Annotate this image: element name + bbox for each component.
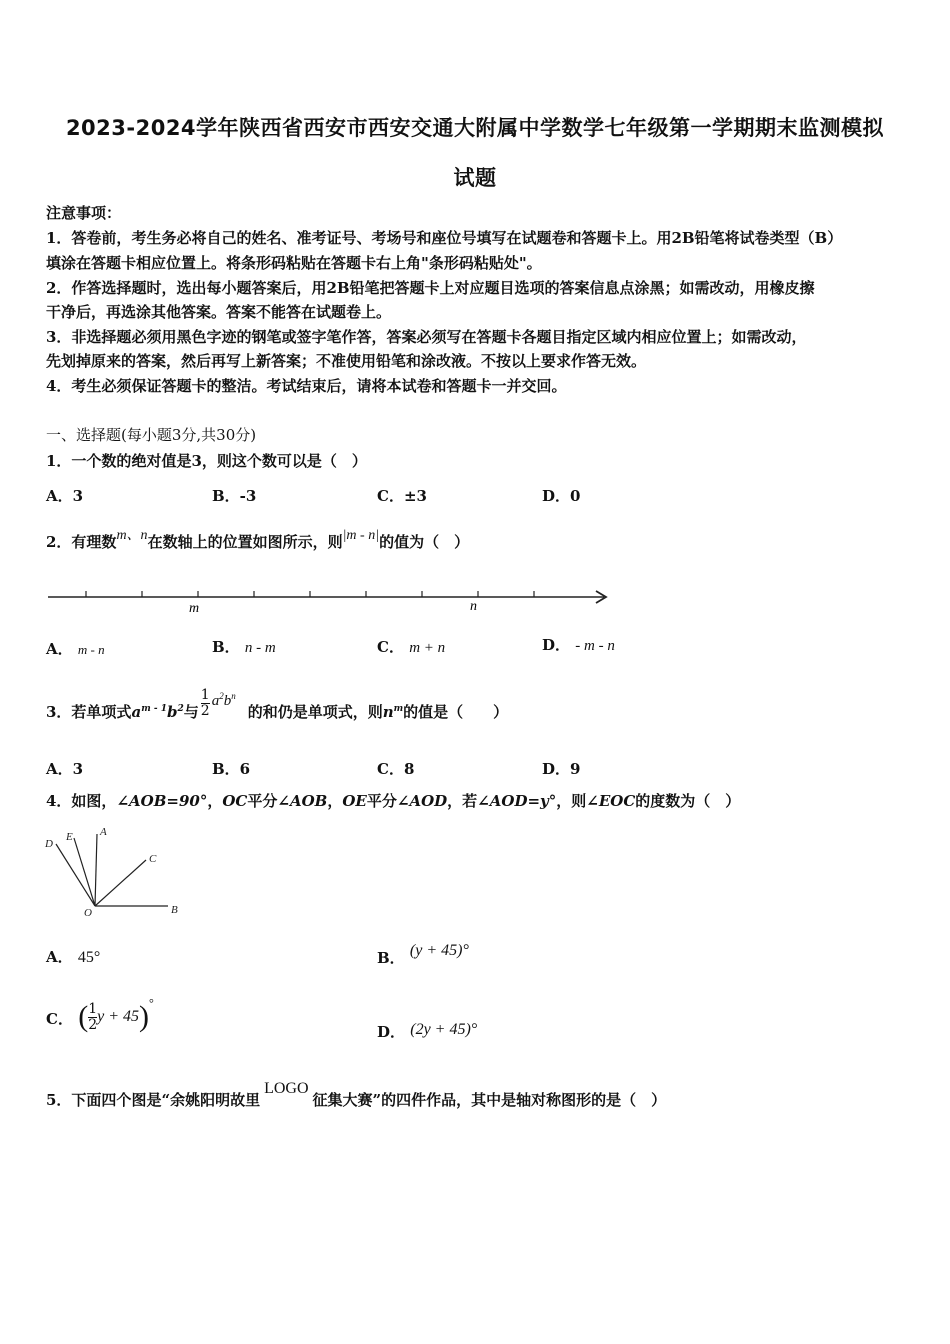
point-b-label: B [171, 904, 178, 916]
q1-option-c: C．±3 [377, 487, 427, 505]
angle-figure [42, 822, 192, 922]
q2-option-d: D． - m - n [542, 636, 615, 654]
exam-title-continued: 试题 [453, 166, 497, 190]
q2-option-a: A． m - n [46, 640, 105, 658]
q2-mid: 在数轴上的位置如图所示，则 [147, 533, 343, 551]
q2-option-c: C． m + n [377, 638, 446, 656]
q5-logo-text: LOGO [264, 1080, 309, 1097]
question-1-stem: 1．一个数的绝对值是3，则这个数可以是（ ） [46, 452, 367, 470]
q4-c-fraction: $\frac{1}{2}$ [88, 1000, 98, 1033]
ray-od [56, 844, 95, 906]
number-line-ticks [86, 591, 534, 597]
exam-title: 2023-2024学年陕西省西安市西安交通大附属中学数学七年级第一学期期末监测模拟 [65, 116, 885, 140]
q4-option-d: D． (2y + 45)° [377, 1021, 478, 1041]
q4-option-c: C． ( $\frac{1}{2}$ y + 45)° [46, 996, 154, 1033]
number-line-label-m: m [189, 601, 200, 614]
note-3b: 先划掉原来的答案，然后再写上新答案；不准使用铅笔和涂改液。不按以上要求作答无效。 [46, 352, 647, 370]
q3-option-d: D．9 [542, 760, 581, 778]
number-line-figure [46, 580, 616, 614]
q3-option-a: A．3 [46, 760, 84, 778]
ray-oa [95, 834, 97, 906]
point-d-label: D [45, 838, 53, 850]
notes-heading: 注意事项： [46, 204, 122, 222]
point-e-label: E [66, 831, 73, 843]
q3-option-c: C．8 [377, 760, 415, 778]
q2-pre: 2．有理数 [46, 533, 117, 551]
q2-option-b: B． n - m [212, 638, 276, 656]
note-1b: 填涂在答题卡相应位置上。将条形码粘贴在答题卡右上角"条形码粘贴处"。 [46, 254, 542, 272]
note-1a: 1．答卷前，考生务必将自己的姓名、准考证号、考场号和座位号填写在试题卷和答题卡上。用2B铅笔将试卷类型（B） [46, 229, 843, 247]
ray-oc [95, 860, 146, 906]
point-a-label: A [100, 826, 107, 838]
q4-option-a: A． 45° [46, 948, 101, 966]
question-2-stem [46, 528, 906, 554]
q3-option-b: B．6 [212, 760, 251, 778]
q2-vars: m、n [116, 528, 148, 543]
note-3a: 3．非选择题必须用黑色字迹的钢笔或签字笔作答，答案必须写在答题卡各题目指定区域内相应位置上；如需改动， [46, 328, 807, 346]
ray-oe [74, 838, 95, 906]
q1-option-a: A．3 [46, 487, 84, 505]
point-c-label: C [149, 853, 157, 865]
question-5-stem: 5．下面四个图是“余姚阳明故里LOGO征集大赛”的四件作品，其中是轴对称图形的是（ ） [46, 1080, 667, 1109]
note-4: 4．考生必须保证答题卡的整洁。考试结束后，请将本试卷和答题卡一并交回。 [46, 377, 567, 395]
point-o-label: O [84, 907, 92, 919]
q1-option-d: D．0 [542, 487, 581, 505]
q3-fraction: $\frac{1}{2}$ [200, 686, 210, 719]
number-line-label-n: n [470, 599, 477, 614]
section-heading: 一、选择题(每小题3分,共30分) [46, 426, 257, 444]
q2-post: 的值为（ ） [379, 533, 470, 551]
q3-term1: $a^{m - 1}b^2$ [131, 703, 184, 721]
q2-abs: |m - n| [342, 528, 380, 543]
q1-option-b: B．-3 [212, 487, 257, 505]
note-2a: 2．作答选择题时，选出每小题答案后，用2B铅笔把答题卡上对应题目选项的答案信息点涂黑；如需改动，用橡皮擦 [46, 279, 815, 297]
q4-option-b: B． (y + 45)° [377, 942, 469, 967]
q3-term2: $a^2b^n$ [211, 691, 236, 709]
question-3-stem: 3．若单项式$a^{m - 1}b^2$与 $\frac{1}{2}$ $a^2b^n$的和仍是单项式，则$n^m$的值是（ ） [46, 686, 509, 721]
question-4-stem: 4．如图，∠AOB=90°，OC平分∠AOB，OE平分∠AOD，若∠AOD=y°，则∠EOC的度数为（ ） [46, 792, 741, 810]
note-2b: 干净后，再选涂其他答案。答案不能答在试题卷上。 [46, 303, 392, 321]
